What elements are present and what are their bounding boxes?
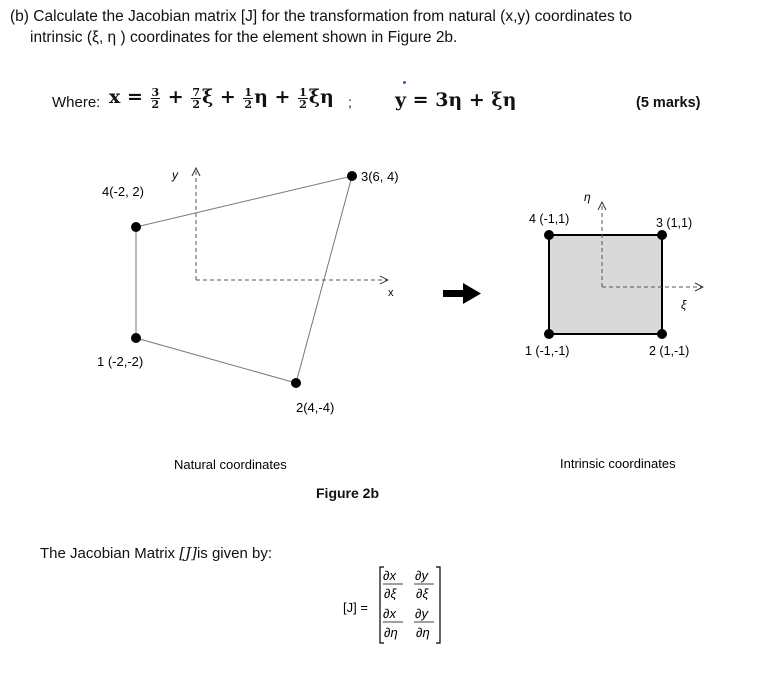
intrinsic-caption: Intrinsic coordinates [560, 456, 676, 471]
where-label: Where: [52, 94, 101, 111]
jacobian-lhs: [J] = [343, 600, 368, 615]
jacobian-intro-text: The Jacobian Matrix [40, 545, 176, 562]
svg-text:∂y: ∂y [415, 606, 428, 621]
figure-label: Figure 2b [316, 485, 380, 501]
fraction-1: $\frac{3}{2}$ [151, 85, 160, 111]
eta-axis-label: η [584, 190, 591, 204]
inode-1 [544, 329, 554, 339]
intrinsic-element [525, 190, 703, 358]
jacobian-intro [40, 544, 272, 562]
plus-sign: + [219, 86, 236, 108]
inode-4 [544, 230, 554, 240]
inode-4-label: 4 (-1,1) [529, 212, 570, 226]
jacobian-intro-symbol: [J] [179, 544, 197, 562]
question-line-1: (b) Calculate the Jacobian matrix [J] for the transformation from natural (x,y) coordinates to [10, 8, 632, 25]
intrinsic-square [549, 235, 662, 334]
jacobian-intro-suffix: is given by: [196, 545, 272, 562]
svg-text:∂ξ: ∂ξ [416, 586, 429, 601]
transform-arrow [443, 283, 481, 304]
natural-quadrilateral [136, 176, 352, 383]
x-axis-label: x [388, 287, 394, 299]
fraction-2: $\frac{7}{2}$ [192, 85, 200, 111]
y-axis-label: y [172, 168, 178, 182]
node-2-label: 2(4,-4) [296, 400, 335, 415]
y-equation: y = 3η + ξη [395, 89, 517, 111]
node-4-label: 4(-2, 2) [102, 184, 144, 199]
xi-axis-label: ξ [681, 298, 687, 312]
svg-text:∂x: ∂x [383, 568, 396, 583]
marks-label: (5 marks) [636, 95, 701, 111]
eta-symbol: η [254, 86, 268, 108]
jacobian-matrix [343, 567, 440, 643]
inode-1-label: 1 (-1,-1) [525, 344, 570, 358]
inode-3 [657, 230, 667, 240]
plus-sign: + [274, 86, 291, 108]
node-1-label: 1 (-2,-2) [97, 354, 144, 369]
svg-text:∂y: ∂y [415, 568, 428, 583]
plus-sign: + [167, 86, 184, 108]
svg-text:∂ξ: ∂ξ [384, 586, 397, 601]
natural-element [97, 168, 399, 415]
node-4 [131, 222, 141, 232]
fraction-4: $\frac{1}{2}$ [299, 85, 307, 111]
svg-text:∂η: ∂η [416, 625, 430, 640]
svg-text:∂η: ∂η [384, 625, 398, 640]
inode-2 [657, 329, 667, 339]
node-2 [291, 378, 301, 388]
separator: ; [348, 94, 352, 110]
node-1 [131, 333, 141, 343]
node-3 [347, 171, 357, 181]
inode-3-label: 3 (1,1) [656, 216, 693, 230]
x-lhs: x = [109, 86, 143, 108]
xi-symbol: ξ [201, 86, 214, 108]
xieta-symbol: ξη [308, 86, 334, 108]
natural-caption: Natural coordinates [174, 457, 287, 472]
svg-text:∂x: ∂x [383, 606, 396, 621]
node-3-label: 3(6, 4) [361, 169, 399, 184]
fraction-3: $\frac{1}{2}$ [244, 85, 253, 111]
question-line-2: intrinsic (ξ, η ) coordinates for the element shown in Figure 2b. [30, 29, 458, 46]
inode-2-label: 2 (1,-1) [649, 344, 690, 358]
